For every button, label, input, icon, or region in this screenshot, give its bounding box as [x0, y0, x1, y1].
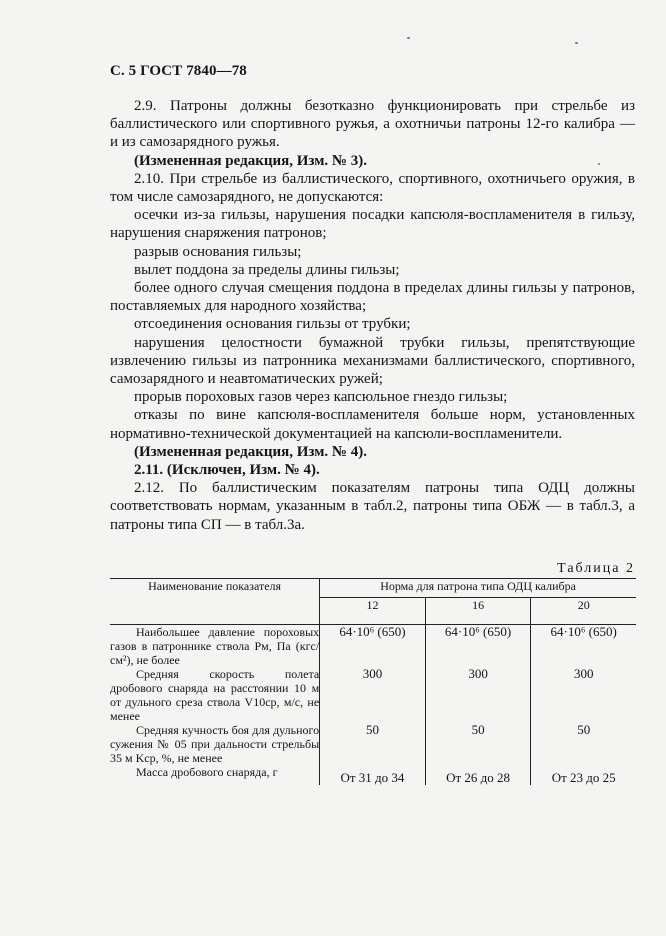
list-item: отсоединения основания гильзы от трубки; [134, 316, 411, 333]
list-item: нарушения целостности бумажной трубки гильзы, препятствующие извлечению гильзы из патронника механизмами баллистического, спортивного, самозарядного и неавтоматических ружей; [110, 334, 635, 388]
column-header-caliber: 20 [531, 598, 636, 625]
paragraph-2-11: 2.11. (Исключен, Изм. № 4). [134, 462, 320, 479]
column-header-caliber: 12 [320, 598, 426, 625]
row-label: Масса дробового снаряда, г [110, 765, 320, 785]
table-cell: От 31 до 34 [320, 765, 426, 785]
table-cell: 64·10⁶ (650) [550, 624, 617, 639]
table-cell: 64·10⁶ (650) [320, 625, 426, 668]
amendment-note: (Измененная редакция, Изм. № 3). [134, 152, 368, 169]
row-label: Наибольшее давление пороховых газов в патроннике ствола Pм, Па (кгс/см²), не более [110, 625, 320, 667]
list-item: осечки из-за гильзы, нарушения посадки капсюля-воспламенителя в гильзу, нарушения снаряжения патронов; [110, 207, 635, 242]
column-header-norm: Норма для патрона типа ОДЦ калибра [320, 579, 636, 598]
table-cell: 300 [320, 667, 426, 723]
ballistic-norms-table [110, 578, 636, 785]
list-item: вылет поддона за пределы длины гильзы; [134, 261, 400, 278]
table-row [110, 723, 636, 765]
paragraph-2-12: 2.12. По баллистическим показателям патроны типа ОДЦ должны соответствовать нормам, указанным в табл.2, патроны типа ОБЖ — в табл.3, а патроны типа СП — в табл.3а. [110, 480, 635, 533]
scan-speck [407, 37, 410, 39]
row-label: Средняя кучность боя для дульного сужения № 05 при дальности стрельбы 35 м Kср, %, не менее [110, 723, 320, 765]
table-row [110, 765, 636, 785]
table-cell: 300 [425, 667, 531, 723]
column-header-indicator: Наименование показателя [110, 579, 320, 625]
list-item: разрыв основания гильзы; [134, 243, 302, 260]
list-item: отказы по вине капсюля-воспламенителя больше норм, установленных нормативно-технической документацией на капсюли-воспламенители. [110, 407, 635, 442]
table-cell: 50 [320, 723, 426, 765]
table-cell: 50 [577, 722, 591, 737]
page-header: С. 5 ГОСТ 7840—78 [110, 63, 247, 79]
table-cell: От 26 до 28 [425, 765, 531, 785]
paragraph-2-9: 2.9. Патроны должны безотказно функционировать при стрельбе из баллистического или спортивного ружья, а охотничьи патроны 12-го калибра — и из самозарядного ружья. [110, 98, 635, 151]
table-cell: 300 [573, 666, 594, 681]
table-row [110, 625, 636, 668]
list-item: более одного случая смещения поддона в пределах длины гильзы у патронов, поставляемых для народного хозяйства; [110, 280, 635, 315]
table-cell: 64·10⁶ (650) [425, 625, 531, 668]
scan-speck [575, 42, 578, 44]
column-header-caliber: 16 [425, 598, 531, 625]
body-text [110, 97, 635, 540]
table-cell: 50 [425, 723, 531, 765]
amendment-note: (Измененная редакция, Изм. № 4). [134, 443, 368, 460]
row-label: Средняя скорость полета дробового снаряда на расстоянии 10 м от дульного среза ствола V10ср, м/с, не менее [110, 667, 320, 723]
paragraph-2-10: 2.10. При стрельбе из баллистического, спортивного, охотничьего оружия, в том числе самозарядного, не допускаются: [110, 170, 635, 206]
table-row [110, 667, 636, 723]
list-item: прорыв пороховых газов через капсюльное гнездо гильзы; [134, 389, 508, 406]
table-caption: Таблица 2 [557, 561, 635, 576]
table-cell: От 23 до 25 [551, 770, 616, 785]
